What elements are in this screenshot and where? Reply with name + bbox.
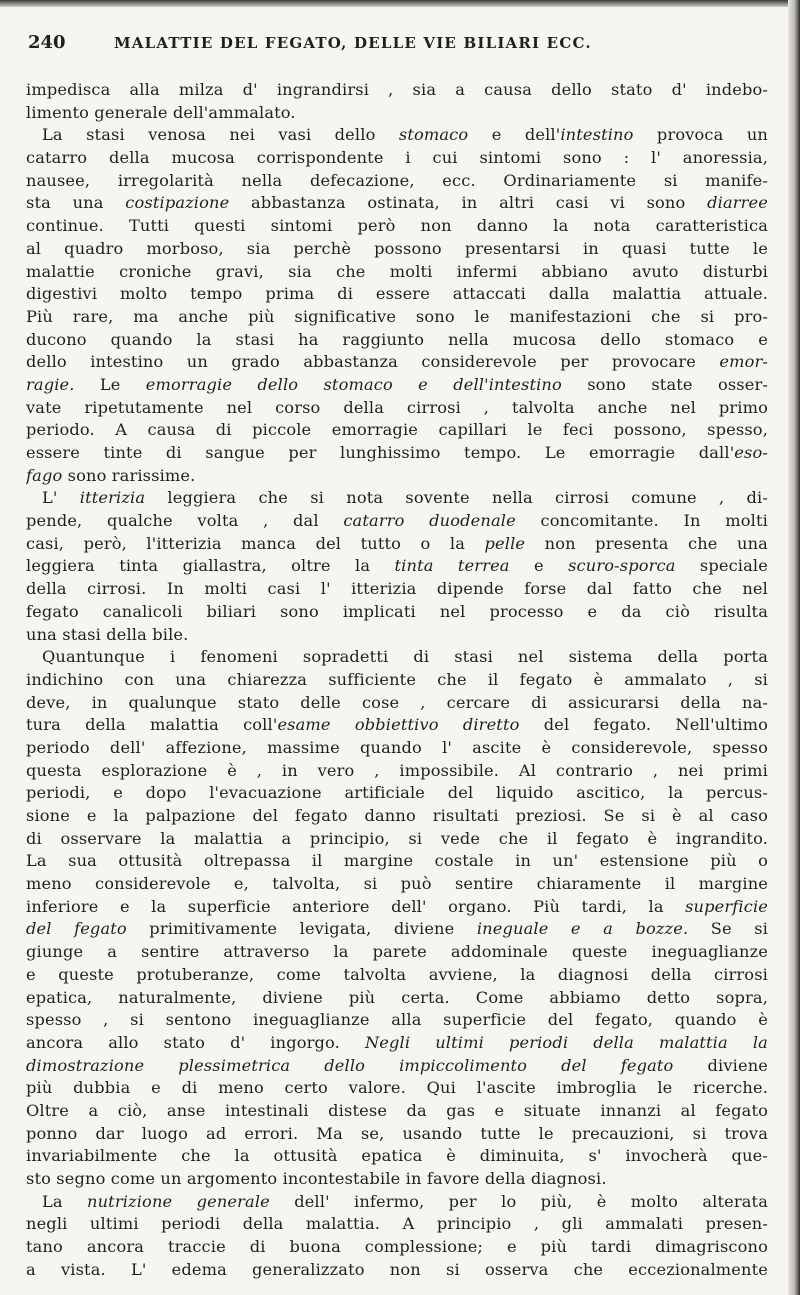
text-run: La sua ottusità oltrepassa il margine costale in un' estensione più o [26,851,768,871]
text-run: a vista. L' edema generalizzato non si osserva che eccezionalmente [26,1259,768,1279]
text-run: dello intestino un grado abbastanza considerevole per provocare [26,352,720,372]
text-line [26,465,768,488]
text-line [26,283,768,306]
text-run: Le [74,374,146,394]
text-line [26,510,768,533]
text-run: provoca un [633,125,768,145]
text-run: diviene [673,1055,768,1075]
italic-run: itterizia [79,488,146,508]
text-line [26,714,768,737]
text-run: catarro della mucosa corrispondente i cui sintomi sono : l' anoressia, [26,148,768,168]
text-run: sta una [26,193,126,213]
text-line [26,1213,768,1236]
italic-run: scuro-sporca [568,556,676,576]
text-run: Più rare, ma anche più significative sono le manifestazioni che si pro- [26,306,768,326]
text-line [26,987,768,1010]
italic-run: emorragie dello stomaco e dell'intestino [145,374,562,394]
text-run: periodi, e dopo l'evacuazione artificiale del liquido ascitico, la percus- [26,783,768,803]
text-line [26,1100,768,1123]
text-line [26,170,768,193]
text-run: leggiera che si nota sovente nella cirrosi comune , di- [145,488,768,508]
text-run: ponno dar luogo ad errori. Ma se, usando tutte le precauzioni, si trova [26,1123,768,1143]
text-run: La stasi venosa nei vasi dello [42,125,399,145]
text-line [26,261,768,284]
text-line [26,737,768,760]
text-run: di osservare la malattia a principio, si vede che il fegato è ingrandito. [26,828,768,848]
italic-run: Negli ultimi periodi della malattia la [364,1032,768,1052]
text-line [26,692,768,715]
text-line [26,896,768,919]
text-run: periodo. A causa di piccole emorragie capillari le feci possono, spesso, [26,420,768,440]
text-run: Se si [688,919,768,939]
text-line [26,102,768,125]
text-run: sono rarissime. [62,465,196,485]
italic-run: costipazione [125,193,230,213]
text-line [26,850,768,873]
text-run: sione e la palpazione del fegato danno risultati preziosi. Se si è al caso [26,806,768,825]
italic-run: emor- [719,352,768,372]
text-line [26,419,768,442]
text-line [26,374,768,397]
text-line [26,760,768,783]
text-run: spesso , si sentono ineguaglianze alla superficie del fegato, quando è [26,1010,768,1030]
text-run: Quantunque i fenomeni sopradetti di stasi nel sistema della porta [42,647,768,667]
italic-run: stomaco [398,125,469,145]
text-run: del fegato. Nell'ultimo [519,715,768,735]
text-run: sono state osser- [561,374,768,394]
text-line [26,1259,768,1282]
text-run: invariabilmente che la ottusità epatica è diminuita, s' invocherà que- [26,1146,768,1166]
body-text [26,79,768,1281]
italic-run: tinta terrea [394,556,510,576]
text-line [26,329,768,352]
text-line [26,1168,768,1191]
text-run: meno considerevole e, talvolta, si può sentire chiaramente il margine [26,874,768,894]
text-line [26,941,768,964]
text-line [26,397,768,420]
text-run: concomitante. In molti [515,511,768,531]
page-header [28,32,768,62]
text-run: tura della malattia coll' [26,715,278,735]
italic-run: diarree [707,193,768,213]
text-run: impedisca alla milza d' ingrandirsi , sia a causa dello stato d' indebo- [26,80,768,99]
text-line [26,238,768,261]
text-run: L' [42,488,80,508]
text-run: questa esplorazione è , in vero , impossibile. Al contrario , nei primi [26,760,768,780]
text-run: continue. Tutti questi sintomi però non danno la nota caratteristica [26,216,768,236]
italic-run: dimostrazione plessimetrica dello impiccolimento del fegato [26,1055,674,1075]
text-line [26,646,768,669]
text-line [26,351,768,374]
text-run: primitivamente levigata, diviene [126,919,477,939]
text-line [26,533,768,556]
italic-run: ragie. [26,374,75,394]
text-run: indichino con una chiarezza sufficiente che il fegato è ammalato , si [26,669,768,689]
page-top-shadow [0,0,800,7]
text-run: limento generale dell'ammalato. [26,102,296,122]
running-head: MALATTIE DEL FEGATO, DELLE VIE BILIARI ECC. [114,34,592,52]
text-line [26,1077,768,1100]
text-line [26,601,768,624]
text-run: nausee, irregolarità nella defecazione, ecc. Ordinariamente si manife- [26,170,768,190]
text-line [26,192,768,215]
text-line [26,147,768,170]
italic-run: nutrizione generale [87,1191,270,1211]
text-line [26,487,768,510]
page-edge-shadow [788,0,800,1295]
text-line [26,1145,768,1168]
text-run: negli ultimi periodi della malattia. A principio , gli ammalati presen- [26,1214,768,1234]
text-run: essere tinte di sangue per lunghissimo tempo. Le emorragie dall' [26,443,735,462]
text-line [26,1191,768,1214]
text-line [26,873,768,896]
text-run: al quadro morboso, sia perchè possono presentarsi in quasi tutte le [26,238,768,258]
text-run: non presenta che una [525,533,768,553]
italic-run: intestino [560,125,634,145]
text-run: ancora allo stato d' ingorgo. [26,1032,365,1052]
text-line [26,555,768,578]
italic-run: del fegato [26,919,127,939]
text-run: epatica, naturalmente, diviene più certa. Come abbiamo detto sopra, [26,987,768,1007]
text-line [26,79,768,102]
text-run: della cirrosi. In molti casi l' itterizia dipende forse dal fatto che nel [26,579,768,599]
italic-run: catarro duodenale [343,511,516,531]
text-run: vate ripetutamente nel corso della cirrosi , talvolta anche nel primo [26,397,768,417]
text-line [26,805,768,828]
text-run: fegato canalicoli biliari sono implicati nel processo e da ciò risulta [26,601,768,621]
text-run: speciale [675,556,768,576]
text-line [26,782,768,805]
italic-run: esame obbiettivo diretto [277,715,520,735]
italic-run: ineguale e a bozze. [476,919,689,939]
italic-run: pelle [484,533,526,553]
text-run: abbastanza ostinata, in altri casi vi sono [229,193,708,213]
text-run: inferiore e la superficie anteriore dell' organo. Più tardi, la [26,896,686,916]
text-run: una stasi della bile. [26,624,189,644]
text-run: e queste protuberanze, come talvolta avviene, la diagnosi della cirrosi [26,964,768,984]
text-run: Oltre a ciò, anse intestinali distese da gas e situate innanzi al fegato [26,1100,768,1120]
text-line [26,306,768,329]
text-line [26,1032,768,1055]
text-line [26,1055,768,1078]
text-line [26,624,768,647]
text-run: leggiera tinta giallastra, oltre la [26,556,395,576]
text-run: ducono quando la stasi ha raggiunto nella mucosa dello stomaco e [26,329,768,349]
text-run: pende, qualche volta , dal [26,511,344,531]
text-run: tano ancora traccie di buona complessione; e più tardi dimagriscono [26,1237,768,1257]
italic-run: superficie [685,896,768,916]
text-line [26,1009,768,1032]
text-line [26,1236,768,1259]
text-line [26,124,768,147]
text-line [26,964,768,987]
text-run: casi, però, l'itterizia manca del tutto o la [26,533,485,553]
text-run: giunge a sentire attraverso la parete addominale queste ineguaglianze [26,942,768,962]
text-run: più dubbia e di meno certo valore. Qui l'ascite imbroglia le ricerche. [26,1078,768,1098]
text-line [26,1123,768,1146]
text-line [26,578,768,601]
text-line [26,669,768,692]
page-number: 240 [28,32,66,53]
text-run: La [42,1191,88,1211]
text-run: e [509,556,569,576]
text-run: deve, in qualunque stato delle cose , cercare di assicurarsi della na- [26,692,768,712]
italic-run: fago [26,465,63,485]
text-line [26,442,768,465]
text-line [26,828,768,851]
text-run: e dell' [468,125,561,145]
text-run: digestivi molto tempo prima di essere attaccati dalla malattia attuale. [26,284,768,304]
text-run: dell' infermo, per lo più, è molto alterata [269,1191,768,1211]
text-run: malattie croniche gravi, sia che molti infermi abbiano avuto disturbi [26,261,768,281]
text-run: periodo dell' affezione, massime quando l' ascite è considerevole, spesso [26,737,768,757]
text-line [26,918,768,941]
italic-run: eso- [734,443,768,462]
text-run: sto segno come un argomento incontestabile in favore della diagnosi. [26,1169,607,1188]
text-line [26,215,768,238]
